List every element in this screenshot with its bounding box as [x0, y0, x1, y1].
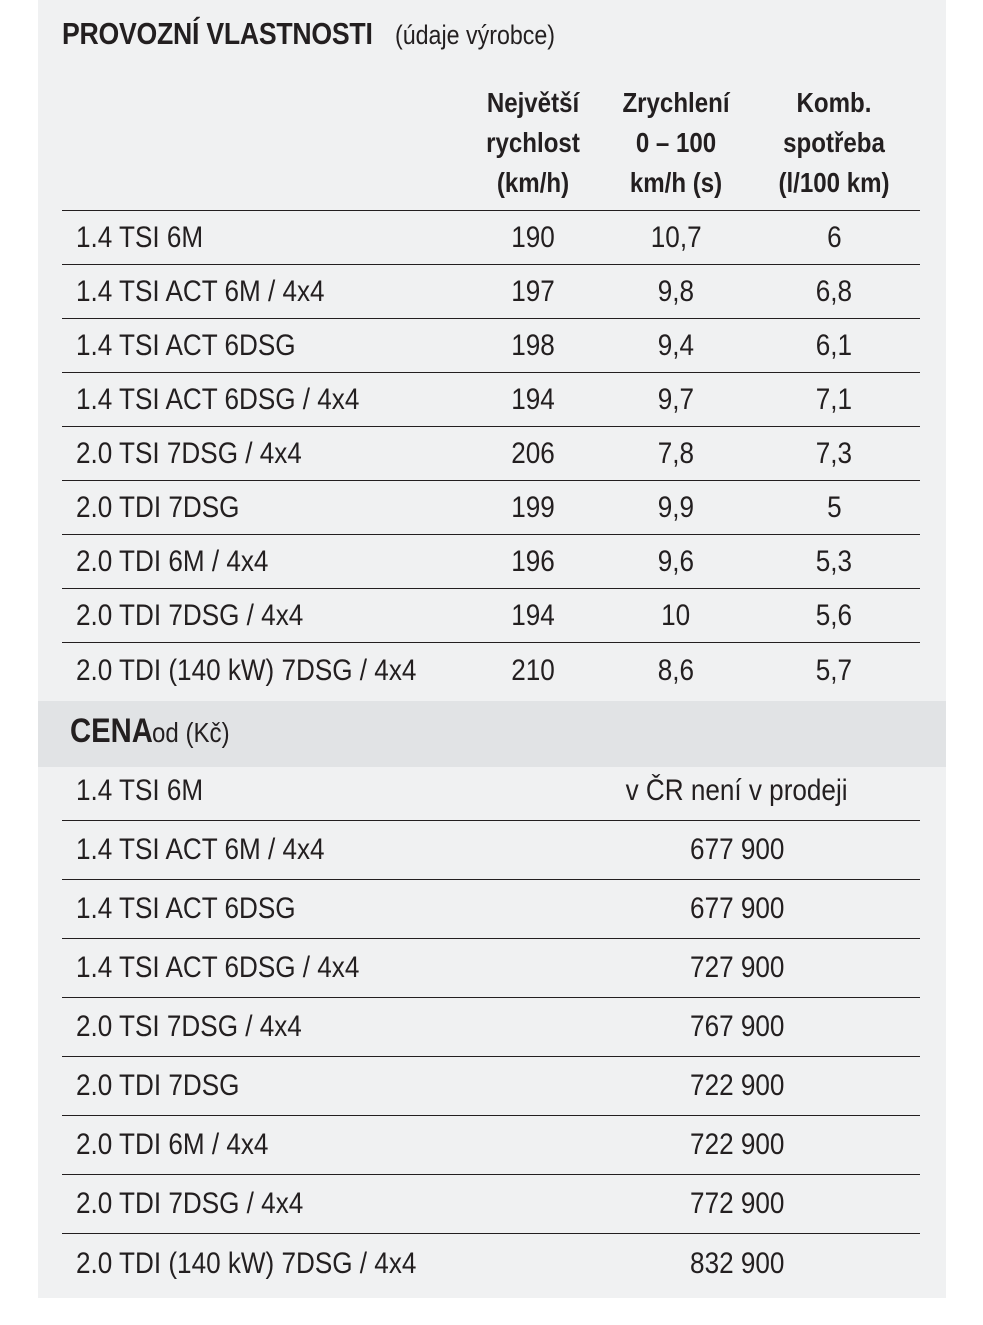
acceleration-value: 9,9 — [657, 490, 695, 524]
table-row — [62, 642, 920, 698]
acceleration-value: 9,7 — [657, 382, 695, 416]
table-row — [62, 997, 920, 1056]
table-row — [62, 1174, 920, 1233]
consumption-value: 6 — [826, 220, 842, 254]
model-name: 2.0 TSI 7DSG / 4x4 — [76, 1010, 302, 1043]
model-name: 1.4 TSI ACT 6DSG — [76, 892, 296, 925]
max-speed-value: 194 — [511, 382, 555, 416]
acceleration-value: 10,7 — [650, 220, 702, 254]
model-name: 1.4 TSI 6M — [76, 774, 204, 807]
consumption-value: 5,6 — [815, 598, 853, 632]
max-speed-value: 199 — [511, 490, 555, 524]
consumption-value: 7,1 — [815, 382, 853, 416]
consumption-value: 5,7 — [815, 653, 853, 687]
table-row — [62, 264, 920, 318]
model-name: 1.4 TSI ACT 6DSG / 4x4 — [76, 951, 360, 984]
price-subtitle: od (Kč) — [152, 717, 230, 748]
table-row — [62, 534, 920, 588]
column-header-acceleration: Zrychlení 0 – 100 km/h (s) — [622, 87, 730, 198]
model-name: 2.0 TDI 7DSG / 4x4 — [76, 598, 304, 632]
table-row — [62, 762, 920, 820]
table-row — [62, 210, 920, 264]
table-row — [62, 588, 920, 642]
consumption-value: 7,3 — [815, 436, 853, 470]
model-name: 2.0 TDI 7DSG — [76, 1069, 240, 1102]
model-name: 2.0 TDI 7DSG — [76, 490, 240, 524]
acceleration-value: 8,6 — [657, 653, 695, 687]
model-name: 1.4 TSI ACT 6DSG — [76, 328, 296, 362]
model-name: 1.4 TSI ACT 6M / 4x4 — [76, 274, 325, 308]
consumption-value: 5,3 — [815, 544, 853, 578]
price-value: 767 900 — [689, 1010, 785, 1043]
max-speed-value: 206 — [511, 436, 555, 470]
table-row — [62, 480, 920, 534]
column-header-max-speed: Největší rychlost (km/h) — [486, 87, 580, 198]
model-name: 2.0 TSI 7DSG / 4x4 — [76, 436, 302, 470]
table-row — [62, 318, 920, 372]
model-name: 2.0 TDI 6M / 4x4 — [76, 1128, 269, 1161]
acceleration-value: 9,8 — [657, 274, 695, 308]
price-value: 722 900 — [689, 1128, 785, 1161]
model-name: 2.0 TDI 7DSG / 4x4 — [76, 1187, 304, 1220]
max-speed-value: 210 — [511, 653, 555, 687]
acceleration-value: 9,6 — [657, 544, 695, 578]
table-row — [62, 879, 920, 938]
acceleration-value: 9,4 — [657, 328, 695, 362]
price-value: 832 900 — [689, 1246, 785, 1280]
model-name: 2.0 TDI (140 kW) 7DSG / 4x4 — [76, 653, 417, 687]
table-row — [62, 372, 920, 426]
price-table — [62, 762, 920, 1293]
table-row — [62, 1115, 920, 1174]
price-value: 677 900 — [689, 892, 785, 925]
acceleration-value: 10 — [661, 598, 691, 632]
table-row — [62, 1056, 920, 1115]
model-name: 1.4 TSI 6M — [76, 220, 204, 254]
price-value: v ČR není v prodeji — [626, 774, 848, 807]
performance-subtitle: (údaje výrobce) — [395, 20, 556, 50]
model-name: 1.4 TSI ACT 6M / 4x4 — [76, 833, 325, 866]
table-row — [62, 426, 920, 480]
table-row — [62, 938, 920, 997]
consumption-value: 5 — [826, 490, 842, 524]
performance-heading — [62, 16, 581, 56]
table-row — [62, 1233, 920, 1293]
table-row — [62, 820, 920, 879]
price-value: 772 900 — [689, 1187, 785, 1220]
acceleration-value: 7,8 — [657, 436, 695, 470]
performance-table — [62, 210, 920, 698]
max-speed-value: 196 — [511, 544, 555, 578]
price-value: 722 900 — [689, 1069, 785, 1102]
price-title: CENA — [70, 712, 153, 750]
consumption-value: 6,8 — [815, 274, 853, 308]
price-heading — [70, 712, 243, 756]
consumption-value: 6,1 — [815, 328, 853, 362]
performance-title: PROVOZNÍ VLASTNOSTI — [62, 16, 373, 51]
column-header-consumption: Komb. spotřeba (l/100 km) — [778, 87, 890, 198]
max-speed-value: 197 — [511, 274, 555, 308]
max-speed-value: 194 — [511, 598, 555, 632]
price-value: 727 900 — [689, 951, 785, 984]
model-name: 1.4 TSI ACT 6DSG / 4x4 — [76, 382, 360, 416]
model-name: 2.0 TDI (140 kW) 7DSG / 4x4 — [76, 1246, 417, 1280]
model-name: 2.0 TDI 6M / 4x4 — [76, 544, 269, 578]
max-speed-value: 190 — [511, 220, 555, 254]
max-speed-value: 198 — [511, 328, 555, 362]
price-value: 677 900 — [689, 833, 785, 866]
